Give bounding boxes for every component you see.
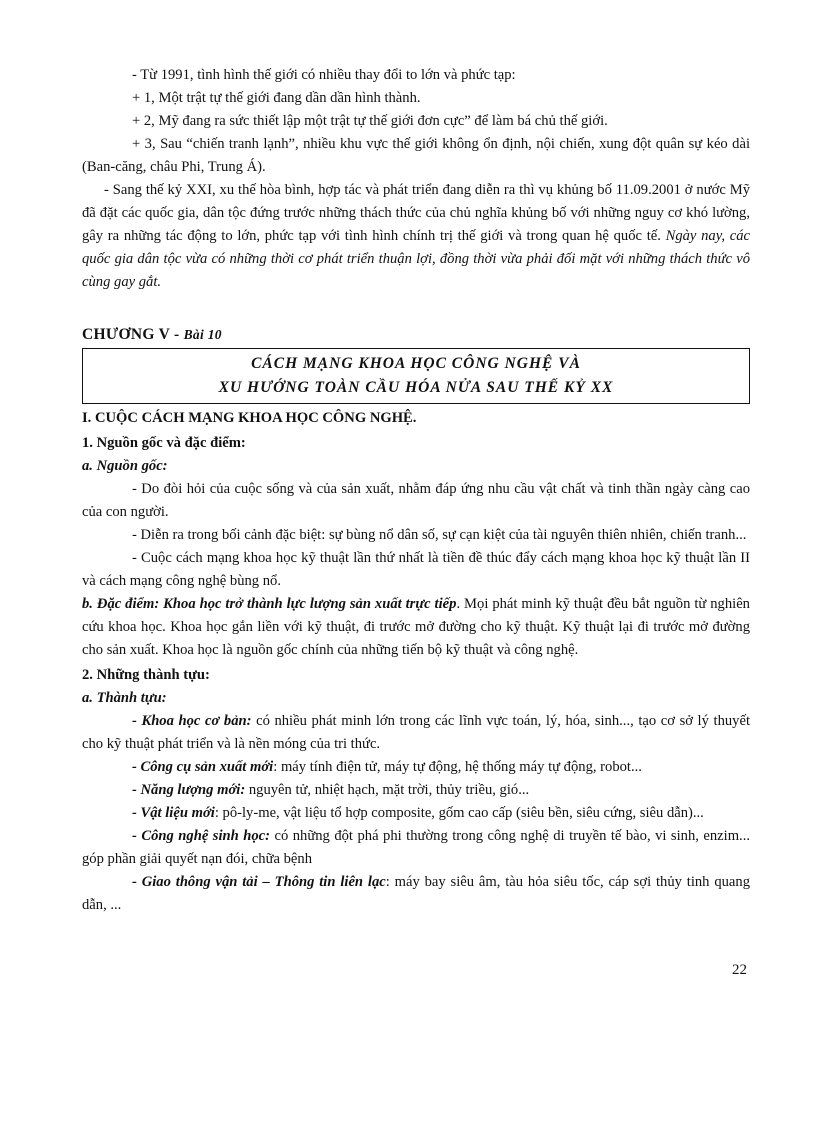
- origin-item: - Diễn ra trong bối cảnh đặc biệt: sự bùng nổ dân số, sự cạn kiệt của tài nguyên thiên nhiên, chiến tranh...: [132, 527, 747, 543]
- achievement-item: [82, 825, 750, 871]
- achievement-item: [82, 871, 750, 917]
- chapter-title-line2: XU HƯỚNG TOÀN CẦU HÓA NỬA SAU THẾ KỶ XX: [218, 379, 614, 396]
- achievement-text: : pô-ly-me, vật liệu tổ hợp composite, gốm cao cấp (siêu bền, siêu cứng, siêu dẫn)...: [214, 805, 704, 821]
- feature-key-statement: Khoa học trở thành lực lượng sản xuất trực tiếp: [159, 596, 457, 612]
- subsection-heading-achievements: 2. Những thành tựu:: [82, 667, 210, 683]
- intro-paragraph: - Từ 1991, tình hình thế giới có nhiều thay đổi to lớn và phức tạp:: [132, 67, 516, 83]
- achievement-label: - Khoa học cơ bản:: [132, 713, 252, 729]
- achievement-label: - Công cụ sản xuất mới: [132, 759, 274, 775]
- achievement-item: [82, 779, 750, 802]
- intro-paragraph-21st-century: [82, 179, 750, 294]
- subsection-heading-origin: 1. Nguồn gốc và đặc điểm:: [82, 435, 246, 451]
- section-heading: I. CUỘC CÁCH MẠNG KHOA HỌC CÔNG NGHỆ.: [82, 410, 417, 426]
- achievement-text: : máy tính điện tử, máy tự động, hệ thống máy tự động, robot...: [273, 759, 642, 775]
- achievement-text: nguyên tử, nhiệt hạch, mặt trời, thủy triều, gió...: [245, 782, 530, 798]
- achievement-item: [82, 802, 750, 825]
- feature-text: . Mọi phát minh kỹ thuật đều bắt nguồn từ nghiên cứu khoa học. Khoa học gắn liền với kỹ thuật, đi trước mở đường cho kỹ thuật. Kỹ thuật lại đi trước mở đường cho sản xuất. Khoa học là nguồn gốc chính của những tiến bộ kỹ thuật và công nghệ.: [82, 596, 750, 658]
- intro-point: + 1, Một trật tự thế giới đang dần dần hình thành.: [132, 90, 421, 106]
- lesson-number: Bài 10: [183, 327, 222, 342]
- achievement-label: - Công nghệ sinh học:: [132, 828, 270, 844]
- achievement-label: - Năng lượng mới:: [132, 782, 246, 798]
- achievement-text: có nhiều phát minh lớn trong các lĩnh vực toán, lý, hóa, sinh..., tạo cơ sở lý thuyết cho kỹ thuật phát triển và là nền móng của tri thức.: [82, 713, 750, 752]
- feature-paragraph: [82, 593, 750, 662]
- intro-point: + 3, Sau “chiến tranh lạnh”, nhiều khu vực thế giới không ổn định, nội chiến, xung đột quân sự kéo dài (Ban-căng, châu Phi, Trung Á).: [82, 136, 750, 175]
- intro-point: + 2, Mỹ đang ra sức thiết lập một trật tự thế giới đơn cực” để làm bá chủ thế giới.: [132, 113, 608, 129]
- chapter-title-box: [82, 348, 750, 404]
- achievement-label: - Giao thông vận tải – Thông tin liên lạc: [132, 874, 386, 890]
- achievement-label: - Vật liệu mới: [132, 805, 215, 821]
- chapter-number: CHƯƠNG V -: [82, 326, 184, 343]
- chapter-label: [82, 324, 750, 346]
- achievements-heading: a. Thành tựu:: [82, 690, 167, 706]
- intro-text: - Sang thế kỷ XXI, xu thế hòa bình, hợp tác và phát triển đang diễn ra thì vụ khủng bố 11.09.2001 ở nước Mỹ đã đặt các quốc gia, dân tộc đứng trước những thách thức của chủ nghĩa khủng bố với những nguy cơ khó lường, gây ra những tác động to lớn, phức tạp với tình hình chính trị thế giới và trong quan hệ quốc tế.: [82, 182, 750, 244]
- origin-heading: a. Nguồn gốc:: [82, 458, 168, 474]
- origin-item: - Do đòi hỏi của cuộc sống và của sản xuất, nhằm đáp ứng nhu cầu vật chất và tinh thần ngày càng cao của con người.: [82, 481, 750, 520]
- achievement-text: có những đột phá phi thường trong công nghệ di truyền tế bào, vi sinh, enzim... góp phần giải quyết nạn đói, chữa bệnh: [82, 828, 751, 867]
- page-number: 22: [732, 962, 747, 978]
- intro-italic-text: Ngày nay, các quốc gia dân tộc vừa có những thời cơ phát triển thuận lợi, đồng thời vừa phải đối mặt với những thách thức vô cùng gay gắt.: [82, 228, 751, 290]
- document-page: [82, 64, 750, 917]
- achievement-item: [82, 710, 750, 756]
- chapter-title-line1: CÁCH MẠNG KHOA HỌC CÔNG NGHỆ VÀ: [251, 355, 581, 372]
- origin-item: - Cuộc cách mạng khoa học kỹ thuật lần thứ nhất là tiền đề thúc đẩy cách mạng khoa học kỹ thuật lần II và cách mạng công nghệ bùng nổ.: [82, 550, 750, 589]
- achievement-text: : máy bay siêu âm, tàu hỏa siêu tốc, cáp sợi thủy tinh quang dẫn, ...: [82, 874, 750, 913]
- feature-label: b. Đặc điểm:: [82, 596, 160, 612]
- achievement-item: [82, 756, 750, 779]
